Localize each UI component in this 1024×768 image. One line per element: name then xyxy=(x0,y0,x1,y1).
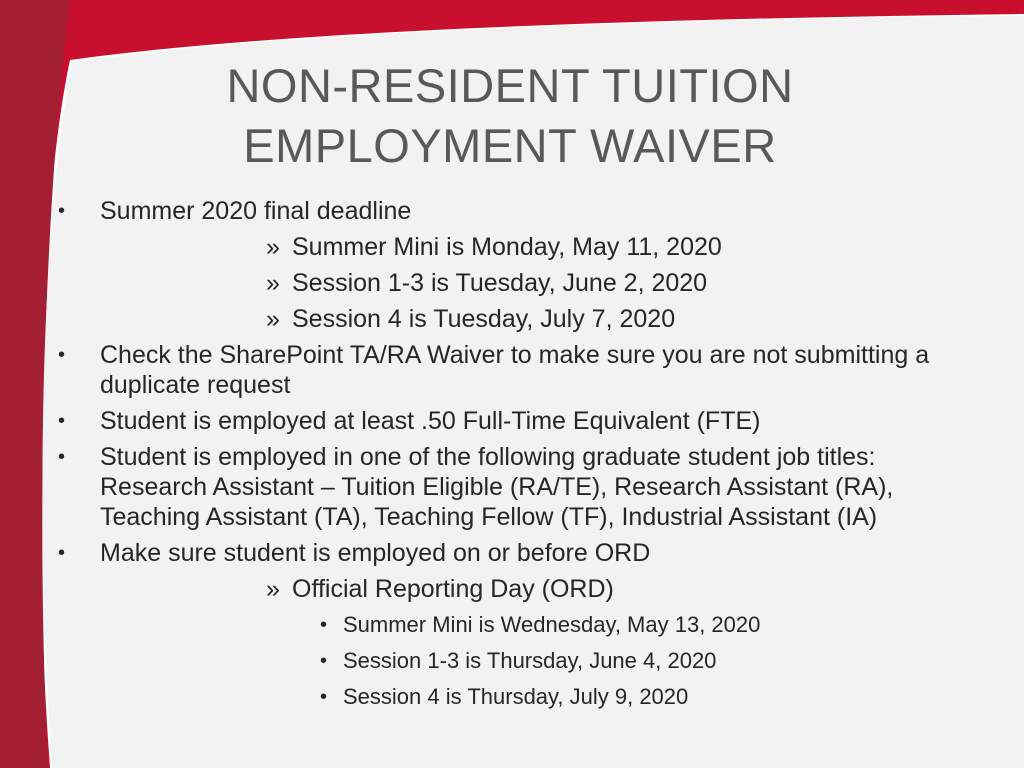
sub-bullet-summer-mini xyxy=(58,232,978,262)
bullet-text: Student is employed in one of the following graduate student job titles: Research Assistant – Tuition Eligible (RA/TE), Research Assistant (RA), Teaching Assistant (TA), Teaching Fellow (TF), Industrial Assistant (IA) xyxy=(100,443,894,531)
double-chevron-icon: » xyxy=(266,233,280,261)
bullet-text: Session 4 is Thursday, July 9, 2020 xyxy=(343,684,689,709)
sub-sub-bullet-session-1-3-ord xyxy=(58,646,978,676)
bullet-text: Summer 2020 final deadline xyxy=(100,197,412,225)
title-line-1: NON-RESIDENT TUITION xyxy=(226,59,794,112)
bullet-dot-icon: • xyxy=(320,686,328,708)
bullet-text: Official Reporting Day (ORD) xyxy=(292,575,614,603)
bullet-text: Session 1-3 is Tuesday, June 2, 2020 xyxy=(292,269,708,297)
bullet-text: Check the SharePoint TA/RA Waiver to make sure you are not submitting a duplicate request xyxy=(100,341,930,399)
sub-bullet-session-4 xyxy=(58,304,978,334)
bullet-text: Session 1-3 is Thursday, June 4, 2020 xyxy=(343,648,717,673)
bullet-summer-deadline xyxy=(58,196,978,226)
sub-bullet-session-1-3 xyxy=(58,268,978,298)
bullet-text: Make sure student is employed on or before ORD xyxy=(100,539,651,567)
bullet-dot-icon: • xyxy=(320,650,328,672)
bullet-dot-icon: • xyxy=(58,344,66,366)
sub-sub-bullet-summer-mini-ord xyxy=(58,610,978,640)
bullet-dot-icon: • xyxy=(58,542,66,564)
title-line-2: EMPLOYMENT WAIVER xyxy=(243,119,777,172)
bullet-dot-icon: • xyxy=(58,446,66,468)
bullet-dot-icon: • xyxy=(58,200,66,222)
bullet-dot-icon: • xyxy=(320,614,328,636)
sub-bullet-ord-definition xyxy=(58,574,978,604)
bullet-text: Summer Mini is Wednesday, May 13, 2020 xyxy=(343,612,761,637)
bullet-fte xyxy=(58,406,978,436)
slide-title xyxy=(150,56,870,176)
bullet-job-titles xyxy=(58,442,978,532)
bullet-list xyxy=(58,196,978,718)
double-chevron-icon: » xyxy=(266,269,280,297)
bullet-check-sharepoint xyxy=(58,340,978,400)
bullet-text: Session 4 is Tuesday, July 7, 2020 xyxy=(292,305,676,333)
bullet-text: Student is employed at least .50 Full-Time Equivalent (FTE) xyxy=(100,407,761,435)
sub-sub-bullet-session-4-ord xyxy=(58,682,978,712)
bullet-dot-icon: • xyxy=(58,410,66,432)
bullet-ord xyxy=(58,538,978,568)
bullet-text: Summer Mini is Monday, May 11, 2020 xyxy=(292,233,722,261)
double-chevron-icon: » xyxy=(266,575,280,603)
double-chevron-icon: » xyxy=(266,305,280,333)
